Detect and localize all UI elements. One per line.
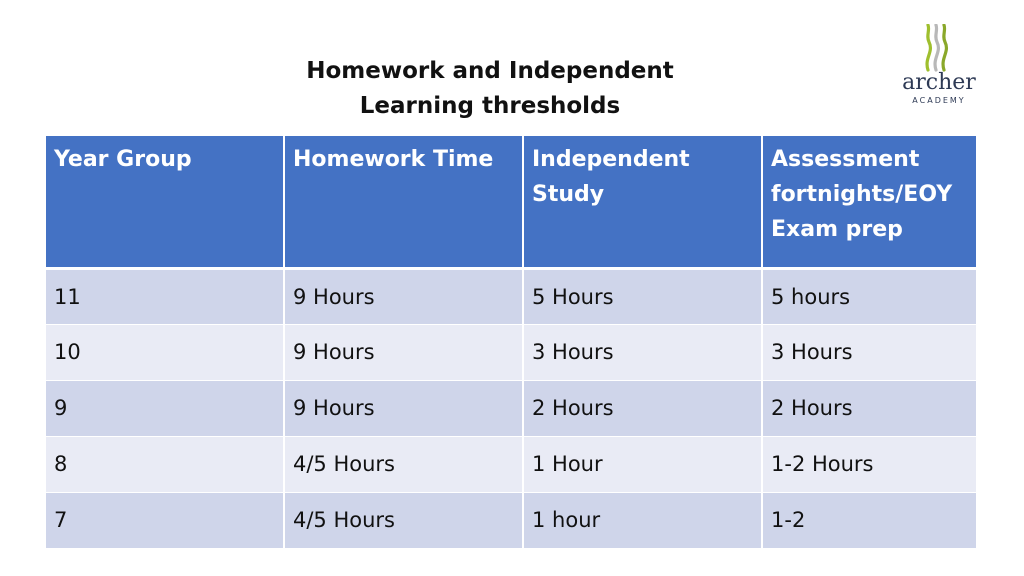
header-year-group xyxy=(46,136,284,268)
cell-independent-study: 5 Hours xyxy=(523,268,762,324)
logo-wordmark: archer xyxy=(902,70,976,95)
cell-independent-study: 1 hour xyxy=(523,492,762,548)
header-homework-time xyxy=(284,136,523,268)
table-header-row xyxy=(46,136,976,268)
header-homework-time-line: Homework Time xyxy=(293,147,494,172)
cell-independent-study: 3 Hours xyxy=(523,324,762,380)
cell-homework-time: 9 Hours xyxy=(284,324,523,380)
flame-stripes-icon xyxy=(922,24,954,72)
table-row xyxy=(46,436,976,492)
table-row xyxy=(46,268,976,324)
table-row xyxy=(46,324,976,380)
header-independent-study-line-1: Independent xyxy=(532,147,690,172)
cell-independent-study: 2 Hours xyxy=(523,380,762,436)
header-assessment-line-2: fortnights/EOY xyxy=(771,182,953,207)
cell-assessment: 1-2 xyxy=(762,492,976,548)
cell-year-group: 8 xyxy=(46,436,284,492)
cell-homework-time: 9 Hours xyxy=(284,380,523,436)
header-independent-study xyxy=(523,136,762,268)
cell-year-group: 11 xyxy=(46,268,284,324)
page-title xyxy=(230,54,750,124)
header-assessment-line-1: Assessment xyxy=(771,147,920,172)
cell-assessment: 1-2 Hours xyxy=(762,436,976,492)
cell-assessment: 5 hours xyxy=(762,268,976,324)
cell-homework-time: 4/5 Hours xyxy=(284,492,523,548)
table-row xyxy=(46,492,976,548)
cell-homework-time: 9 Hours xyxy=(284,268,523,324)
cell-assessment: 2 Hours xyxy=(762,380,976,436)
logo-subtitle: ACADEMY xyxy=(912,96,966,105)
archer-academy-logo xyxy=(896,22,982,112)
table-row xyxy=(46,380,976,436)
cell-year-group: 7 xyxy=(46,492,284,548)
cell-homework-time: 4/5 Hours xyxy=(284,436,523,492)
title-line-2: Learning thresholds xyxy=(359,93,621,119)
header-independent-study-line-2: Study xyxy=(532,182,605,207)
cell-assessment: 3 Hours xyxy=(762,324,976,380)
cell-independent-study: 1 Hour xyxy=(523,436,762,492)
header-year-group-line: Year Group xyxy=(54,147,192,172)
title-line-1: Homework and Independent xyxy=(306,58,674,84)
header-assessment-line-3: Exam prep xyxy=(771,217,903,242)
cell-year-group: 9 xyxy=(46,380,284,436)
header-assessment xyxy=(762,136,976,268)
cell-year-group: 10 xyxy=(46,324,284,380)
thresholds-table xyxy=(46,136,976,549)
